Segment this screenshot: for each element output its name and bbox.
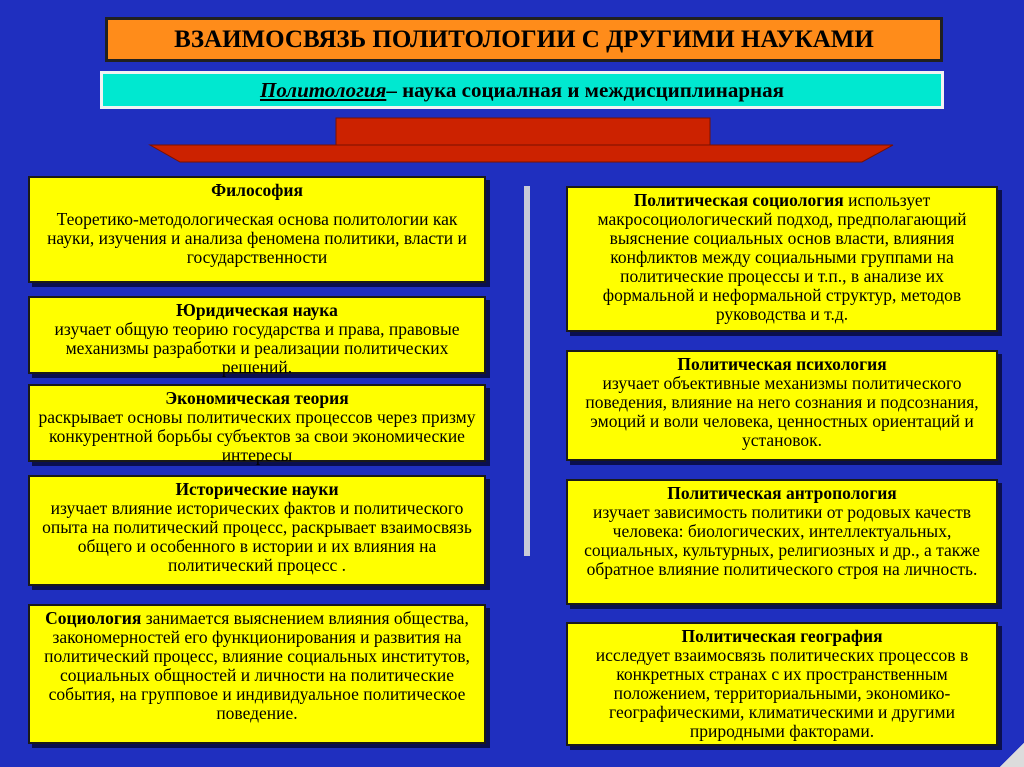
box-sociology [28, 604, 486, 744]
subtitle-text: – наука социалная и междисциплинарная [386, 77, 784, 102]
box-text: изучает зависимость политики от родовых качеств человека: биологических, интеллектуальных, социальных, культурных, религиозных и др., а также обратное влияние политического строя на личность. [584, 502, 980, 579]
box-text: исследует взаимосвязь политических процессов в конкретных странах с их пространственным положением, территориальными, экономико-географическими, климатическими и другими природными факторами. [595, 645, 969, 741]
box-political-psychology [566, 350, 998, 461]
box-heading: Политическая психология [677, 354, 887, 374]
subtitle-term: Политология [259, 77, 387, 102]
box-text-block [576, 191, 988, 324]
box-text: раскрывает основы политических процессов через призму конкурентной борьбы субъектов за свои экономические интересы [38, 407, 476, 465]
box-economics [28, 384, 486, 465]
box-law [28, 296, 486, 377]
box-text: использует макросоциологический подход, предполагающий выяснение социальных основ власти, влияния конфликтов между социальными группами на политические процессы и т.п., в анализе их формальной и неформальной структур, методов руководства и т.д. [597, 190, 967, 324]
box-text: изучает объективные механизмы политического поведения, влияние на него сознания и подсознания, эмоций и воли человека, ценностных ориентаций и установок. [585, 373, 979, 450]
slide-title: ВЗАИМОСВЯЗЬ ПОЛИТОЛОГИИ С ДРУГИМИ НАУКАМИ [105, 17, 943, 62]
slide-corner-decoration [1000, 743, 1024, 767]
box-heading: Экономическая теория [165, 388, 349, 408]
box-political-sociology [566, 186, 998, 332]
box-history [28, 475, 486, 586]
box-heading: Философия [211, 180, 303, 200]
connector-shape [0, 0, 1024, 170]
box-text-block [38, 609, 476, 723]
box-text: занимается выяснением влияния общества, закономерностей его функционирования и развития на политический процесс, влияние социальных институтов, социальных общностей и личности на политические события, на групповое и индивидуальное политическое поведение. [44, 608, 470, 723]
box-philosophy [28, 176, 486, 283]
box-heading: Юридическая наука [176, 300, 338, 320]
box-heading: Социология [45, 608, 142, 628]
box-political-anthropology [566, 479, 998, 605]
box-heading: Политическая социология [633, 190, 844, 210]
box-heading: Политическая география [681, 626, 883, 646]
box-text: изучает общую теорию государства и права, правовые механизмы разработки и реализации политических решений. [54, 319, 460, 377]
box-text: изучает влияние исторических фактов и политического опыта на политический процесс, раскрывает взаимосвязь общего и особенного в истории и их влияния на политический процесс . [42, 498, 472, 575]
column-divider [524, 186, 530, 556]
connector-base [150, 145, 893, 162]
box-political-geography [566, 622, 998, 746]
box-text: Теоретико-методологическая основа политологии как науки, изучения и анализа феномена политики, власти и государственности [47, 209, 467, 267]
box-heading: Политическая антропология [667, 483, 897, 503]
box-heading: Исторические науки [175, 479, 339, 499]
